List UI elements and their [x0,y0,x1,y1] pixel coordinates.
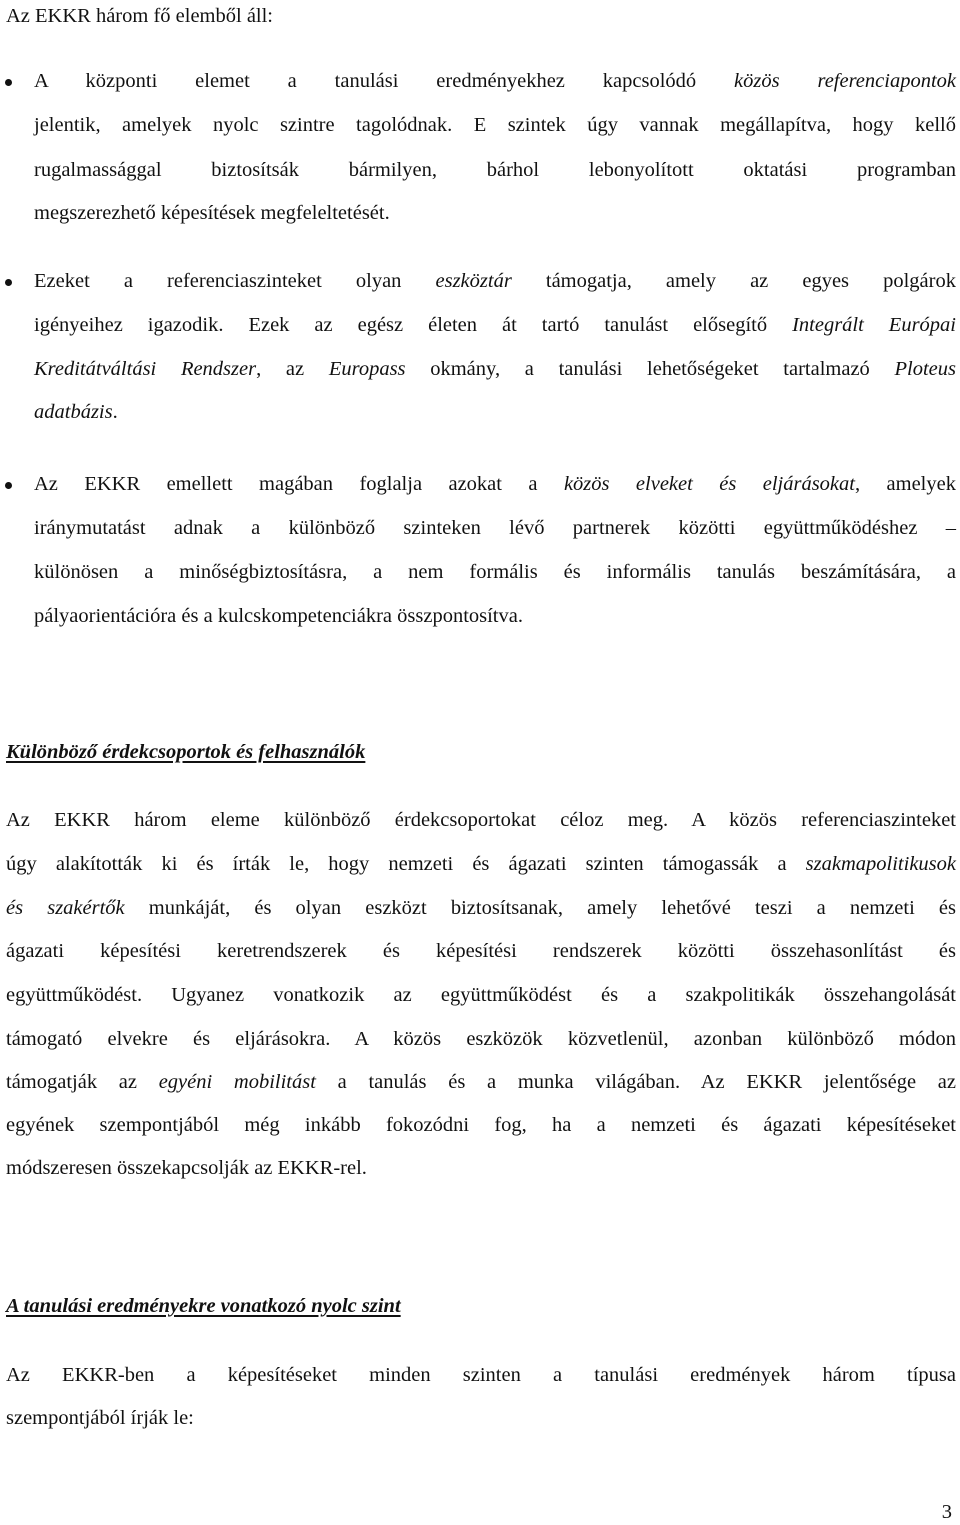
italic-text-run: Integrált Európai [792,314,956,336]
text-run: , az [256,358,329,380]
bullet-2-line [34,402,118,423]
bullet-3-line [34,518,956,539]
page-number: 3 [941,1501,952,1523]
text-run: jelentik, amelyek nyolc szintre tagolódnak. E szintek úgy vannak megállapítva, hogy kellő [34,114,956,136]
paragraph-line [6,985,956,1006]
text-run: Az EKKR emellett magában foglalja azokat a [34,473,564,495]
bullet-2-line [34,359,956,380]
text-run: támogató elvekre és eljárásokra. A közös eszközök közvetlenül, azonban különböző módon [6,1028,956,1050]
italic-text-run: adatbázis [34,401,113,423]
text-run: egyének szempontjából még inkább fokozódni fog, ha a nemzeti és ágazati képesítéseket [6,1114,956,1136]
text-run: pályaorientációra és a kulcskompetenciákra összpontosítva. [34,605,523,627]
paragraph-line [6,1072,956,1093]
italic-text-run: Ploteus [894,358,956,380]
paragraph-line [6,941,956,962]
text-run: igényeihez igazodik. Ezek az egész életen át tartó tanulást elősegítő [34,314,793,336]
bullet-1-line [34,115,956,136]
italic-text-run: eszköztár [435,270,512,292]
text-run: együttműködést. Ugyanez vonatkozik az együttműködést és a szakpolitikák összehangolását [6,984,956,1006]
text-run: módszeresen összekapcsolják az EKKR-rel. [6,1157,367,1179]
text-run: a tanulás és a munka világában. Az EKKR jelentősége az [315,1071,956,1093]
text-run: ágazati képesítési keretrendszerek és képesítési rendszerek közötti összehasonlítást és [6,940,956,962]
bullet-2-line [34,271,956,292]
text-run: úgy alakították ki és írták le, hogy nemzeti és ágazati szinten támogassák a [6,853,806,875]
bullet-3-line [34,474,956,495]
bullet-point-icon [5,79,12,86]
text-run: megszerezhető képesítések megfeleltetését. [34,202,390,224]
bullet-1-line [34,203,390,224]
text-run: szempontjából írják le: [6,1407,194,1429]
text-run: Az EKKR-ben a képesítéseket minden szinten a tanulási eredmények három típusa [6,1364,956,1386]
text-run: munkáját, és olyan eszközt biztosítsanak, amely lehetővé teszi a nemzeti és [124,897,957,919]
paragraph-line [6,898,956,919]
section-heading-eight-levels: A tanulási eredményekre vonatkozó nyolc szint [6,1295,401,1317]
bullet-1-line [34,71,956,92]
bullet-2-line [34,315,956,336]
text-run: . [112,401,118,423]
text-run: iránymutatást adnak a különböző szinteken lévő partnerek közötti együttműködéshez – [34,517,956,539]
paragraph-line [6,1408,194,1429]
italic-text-run: Europass [328,358,406,380]
bullet-3-line [34,562,956,583]
italic-text-run: és szakértők [6,897,125,919]
paragraph-line [6,810,956,831]
text-run: Ezeket a referenciaszinteket olyan [34,270,436,292]
paragraph-line [6,1365,956,1386]
paragraph-line [6,1115,956,1136]
bullet-point-icon [5,482,12,489]
bullet-point-icon [5,279,12,286]
text-run: rugalmassággal biztosítsák bármilyen, bárhol lebonyolított oktatási programban [34,159,956,181]
italic-text-run: közös referenciapontok [734,70,956,92]
text-run: Az EKKR három eleme különböző érdekcsoportokat céloz meg. A közös referenciaszinteket [6,809,956,831]
bullet-3-line [34,606,523,627]
italic-text-run: egyéni mobilitást [158,1071,316,1093]
text-run: okmány, a tanulási lehetőségeket tartalmazó [405,358,895,380]
text-run: , amelyek [854,473,956,495]
italic-text-run: Kreditátváltási Rendszer [34,358,257,380]
text-run: támogatja, amely az egyes polgárok [511,270,956,292]
paragraph-line [6,854,956,875]
paragraph-line [6,1158,367,1179]
italic-text-run: közös elveket és eljárásokat [563,473,855,495]
text-run: különösen a minőségbiztosításra, a nem formális és informális tanulás beszámítására, a [34,561,956,583]
bullet-1-line [34,160,956,181]
paragraph-line [6,1029,956,1050]
text-run: támogatják az [6,1071,159,1093]
italic-text-run: szakmapolitikusok [805,853,956,875]
section-heading-interest-groups: Különböző érdekcsoportok és felhasználók [6,741,366,763]
intro-text: Az EKKR három fő elemből áll: [6,5,274,27]
text-run: A központi elemet a tanulási eredményekhez kapcsolódó [34,70,735,92]
